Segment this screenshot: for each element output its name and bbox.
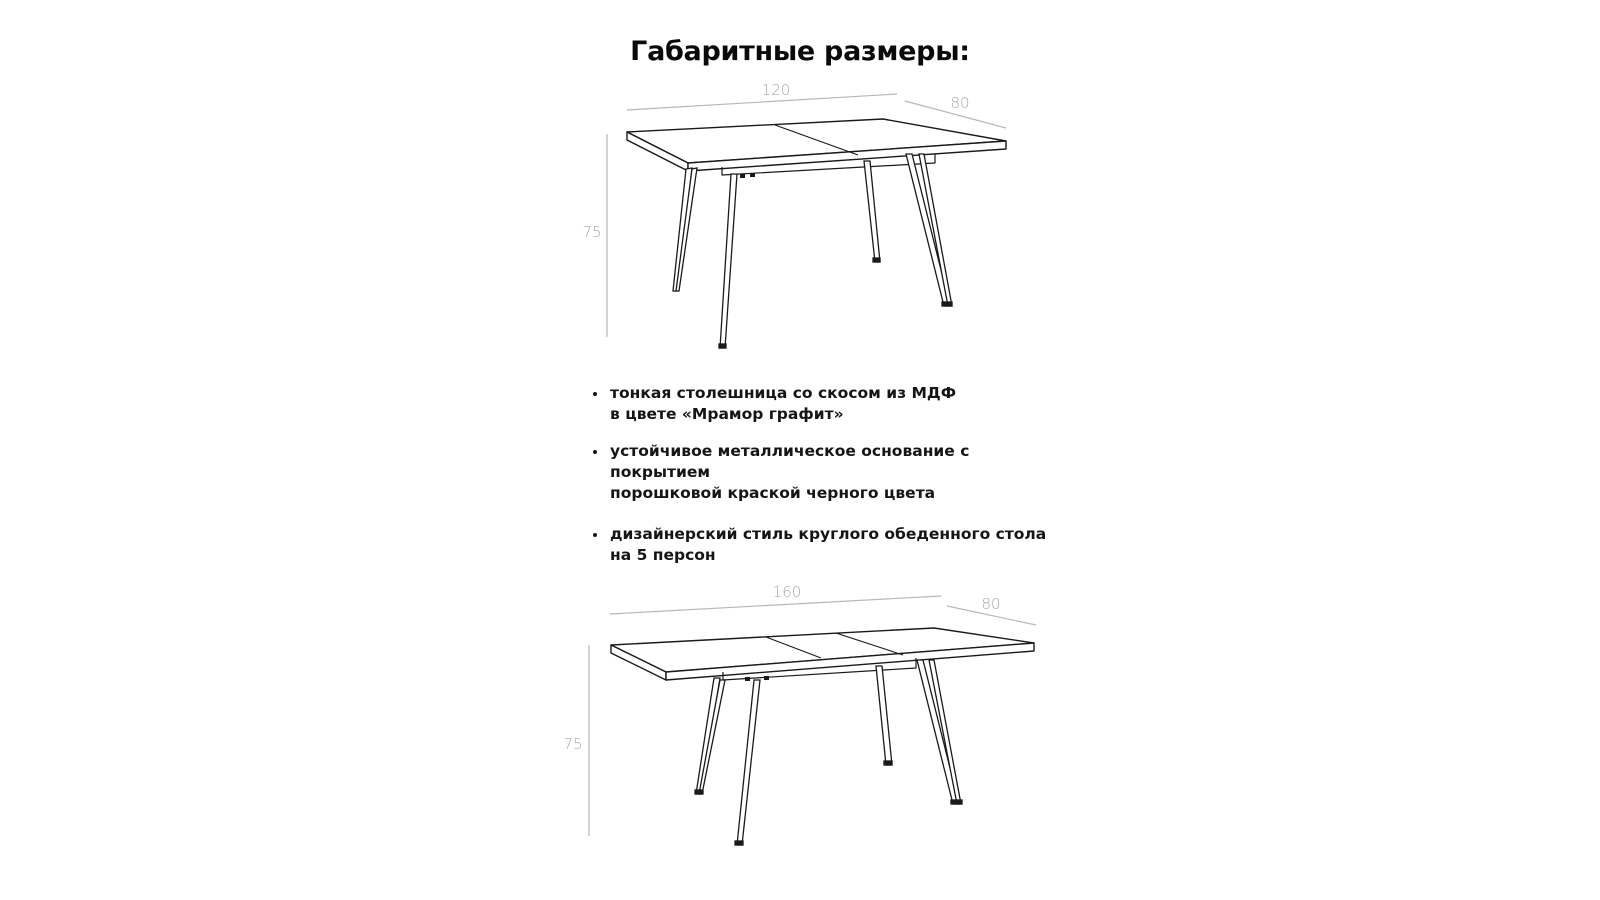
feature-line: тонкая столешница со скосом из МДФ: [610, 384, 957, 402]
legs-extended: [695, 660, 962, 845]
depth-label-collapsed: 80: [950, 94, 970, 112]
feature-line: в цвете «Мрамор графит»: [610, 405, 844, 423]
table-collapsed-drawing: [582, 81, 1006, 348]
table-extended-drawing: [563, 583, 1036, 845]
feature-list: [592, 383, 1072, 566]
feature-line: устойчивое металлическое основание с покрытием: [610, 442, 970, 481]
feature-line: порошковой краской черного цвета: [610, 484, 936, 502]
list-item: [592, 524, 1072, 566]
tabletop-extended: [611, 628, 1034, 681]
list-item: [592, 383, 1072, 425]
feature-line: дизайнерский стиль круглого обеденного стола: [610, 525, 1047, 543]
length-label-extended: 160: [772, 583, 802, 601]
tabletop-collapsed: [627, 119, 1006, 178]
feature-line: на 5 персон: [610, 546, 716, 564]
dimension-lines-extended: [589, 596, 1036, 836]
height-label-extended: 75: [563, 735, 583, 753]
list-item: [592, 441, 1072, 504]
depth-label-extended: 80: [981, 595, 1001, 613]
page-title: Габаритные размеры:: [630, 36, 970, 67]
height-label-collapsed: 75: [582, 223, 602, 241]
legs-collapsed: [673, 154, 952, 348]
length-label-collapsed: 120: [761, 81, 791, 99]
